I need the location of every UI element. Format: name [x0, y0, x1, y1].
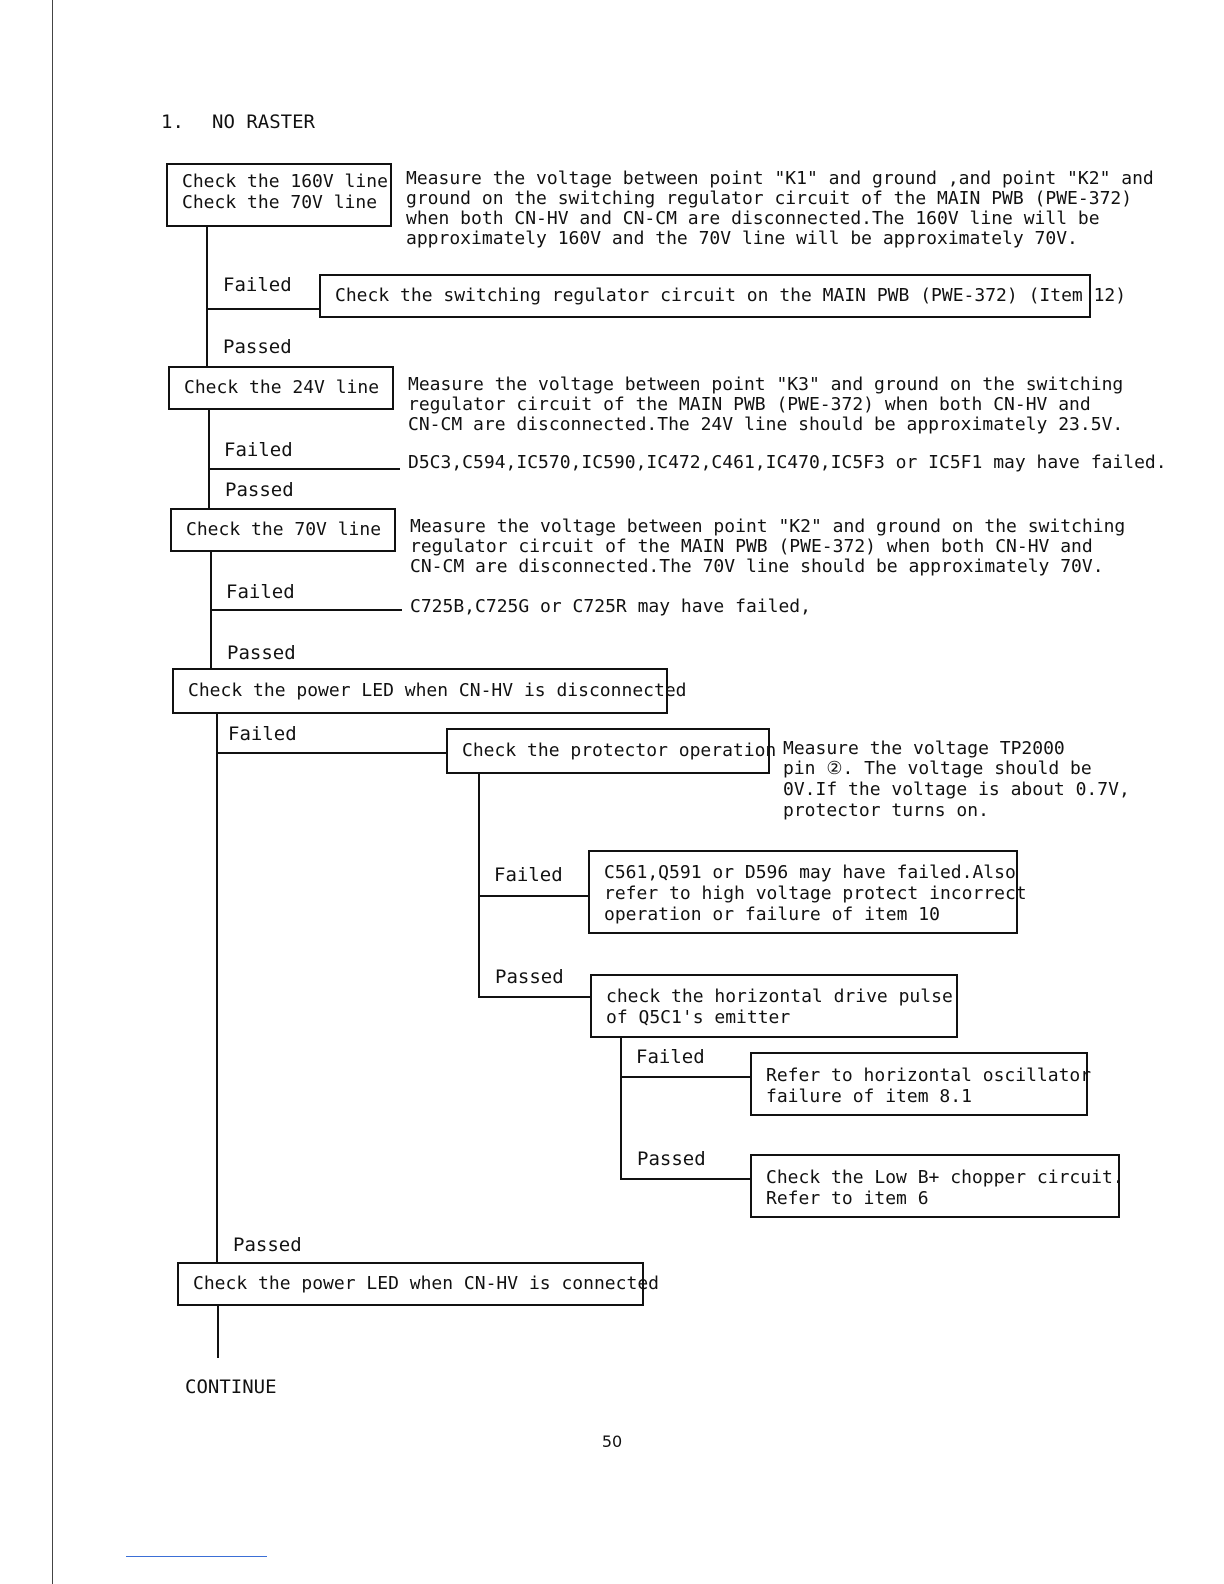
section-number: 1.: [161, 111, 184, 133]
protector-failed-line1: C561,Q591 or D596 may have failed.Also: [604, 862, 1016, 883]
protector-note-line4: protector turns on.: [783, 800, 989, 821]
flow-line-protector: [478, 772, 480, 998]
step2-failed-action: D5C3,C594,IC570,IC590,IC472,C461,IC470,IC5F3 or IC5F1 may have failed.: [408, 452, 1167, 473]
drive-pulse-box: [590, 974, 958, 1038]
binding-margin-line: [52, 0, 53, 1584]
section-title: NO RASTER: [212, 111, 315, 133]
protector-failed-connector: [478, 895, 590, 897]
flow-line-drive-pulse: [620, 1036, 622, 1180]
flow-line-step5: [217, 1304, 219, 1358]
switching-regulator-box: [319, 274, 1127, 318]
step4-failed-connector: [216, 752, 448, 754]
step1-passed-label: Passed: [223, 336, 292, 358]
step2-note-line1: Measure the voltage between point "K3" and ground on the switching: [408, 374, 1124, 395]
switching-regulator-text: Check the switching regulator circuit on the MAIN PWB (PWE-372) (Item 12): [335, 285, 1127, 306]
check-24v-box: [168, 366, 394, 410]
step1-failed-label: Failed: [223, 274, 292, 296]
horizontal-oscillator-box: [750, 1052, 1092, 1116]
check-160v-text: Check the 160V line: [182, 171, 388, 192]
step3-failed-action: C725B,C725G or C725R may have failed,: [410, 596, 811, 617]
low-b-chopper-box: [750, 1154, 1124, 1218]
step1-note-line2: ground on the switching regulator circuit of the MAIN PWB (PWE-372): [406, 188, 1133, 209]
protector-note-line3: 0V.If the voltage is about 0.7V,: [783, 779, 1130, 800]
step3-note-line3: CN-CM are disconnected.The 70V line should be approximately 70V.: [410, 556, 1104, 577]
step1-note-line3: when both CN-HV and CN-CM are disconnected.The 160V line will be: [406, 208, 1100, 229]
protector-failed-box: [588, 850, 1027, 934]
step2-failed-label: Failed: [224, 439, 293, 461]
step2-note-line3: CN-CM are disconnected.The 24V line should be approximately 23.5V.: [408, 414, 1124, 435]
step4-passed-label: Passed: [233, 1234, 302, 1256]
drive-pulse-line2: of Q5C1's emitter: [606, 1007, 791, 1028]
protector-failed-label: Failed: [494, 864, 563, 886]
step1-failed-connector: [206, 308, 320, 310]
check-70v-box-text: Check the 70V line: [186, 519, 382, 540]
check-70v-text: Check the 70V line: [182, 192, 378, 213]
check-24v-text: Check the 24V line: [184, 377, 380, 398]
power-led-connected-box: [177, 1262, 659, 1306]
step4-failed-label: Failed: [228, 723, 297, 745]
horizontal-oscillator-line1: Refer to horizontal oscillator: [766, 1065, 1092, 1086]
drive-pulse-passed-label: Passed: [637, 1148, 706, 1170]
step1-note-line4: approximately 160V and the 70V line will be approximately 70V.: [406, 228, 1078, 249]
step2-note-line2: regulator circuit of the MAIN PWB (PWE-372) when both CN-HV and: [408, 394, 1091, 415]
power-led-disconnected-text: Check the power LED when CN-HV is disconnected: [188, 680, 687, 701]
flow-line-step1: [206, 226, 208, 366]
low-b-chopper-line2: Refer to item 6: [766, 1188, 929, 1209]
protector-note-line1: Measure the voltage TP2000: [783, 738, 1065, 759]
check-70v-box: [170, 508, 396, 552]
footer-rule: [126, 1556, 267, 1557]
power-led-disconnected-box: [172, 668, 687, 714]
flow-line-step4: [216, 712, 218, 1264]
drive-pulse-failed-label: Failed: [636, 1046, 705, 1068]
protector-operation-text: Check the protector operation: [462, 740, 777, 761]
protector-passed-connector: [478, 996, 592, 998]
protector-operation-box: [446, 728, 777, 774]
protector-passed-label: Passed: [495, 966, 564, 988]
protector-failed-line3: operation or failure of item 10: [604, 904, 940, 925]
step3-note-line1: Measure the voltage between point "K2" and ground on the switching: [410, 516, 1126, 537]
step3-failed-connector: [210, 609, 402, 611]
step3-failed-label: Failed: [226, 581, 295, 603]
drive-pulse-failed-connector: [620, 1076, 752, 1078]
protector-failed-line2: refer to high voltage protect incorrect: [604, 883, 1027, 904]
power-led-connected-text: Check the power LED when CN-HV is connected: [193, 1273, 659, 1294]
step3-note-line2: regulator circuit of the MAIN PWB (PWE-372) when both CN-HV and: [410, 536, 1093, 557]
continue-label: CONTINUE: [185, 1376, 277, 1398]
step2-passed-label: Passed: [225, 479, 294, 501]
page-number: 50: [601, 1432, 623, 1451]
horizontal-oscillator-line2: failure of item 8.1: [766, 1086, 972, 1107]
protector-note-line2: pin ②. The voltage should be: [783, 758, 1092, 779]
step1-note-line1: Measure the voltage between point "K1" and ground ,and point "K2" and: [406, 168, 1154, 189]
drive-pulse-line1: check the horizontal drive pulse: [606, 986, 953, 1007]
low-b-chopper-line1: Check the Low B+ chopper circuit.: [766, 1167, 1124, 1188]
drive-pulse-passed-connector: [620, 1178, 752, 1180]
step3-passed-label: Passed: [227, 642, 296, 664]
step2-failed-connector: [208, 468, 400, 470]
flow-line-step2: [208, 408, 210, 508]
check-160v-70v-box: [166, 163, 392, 227]
